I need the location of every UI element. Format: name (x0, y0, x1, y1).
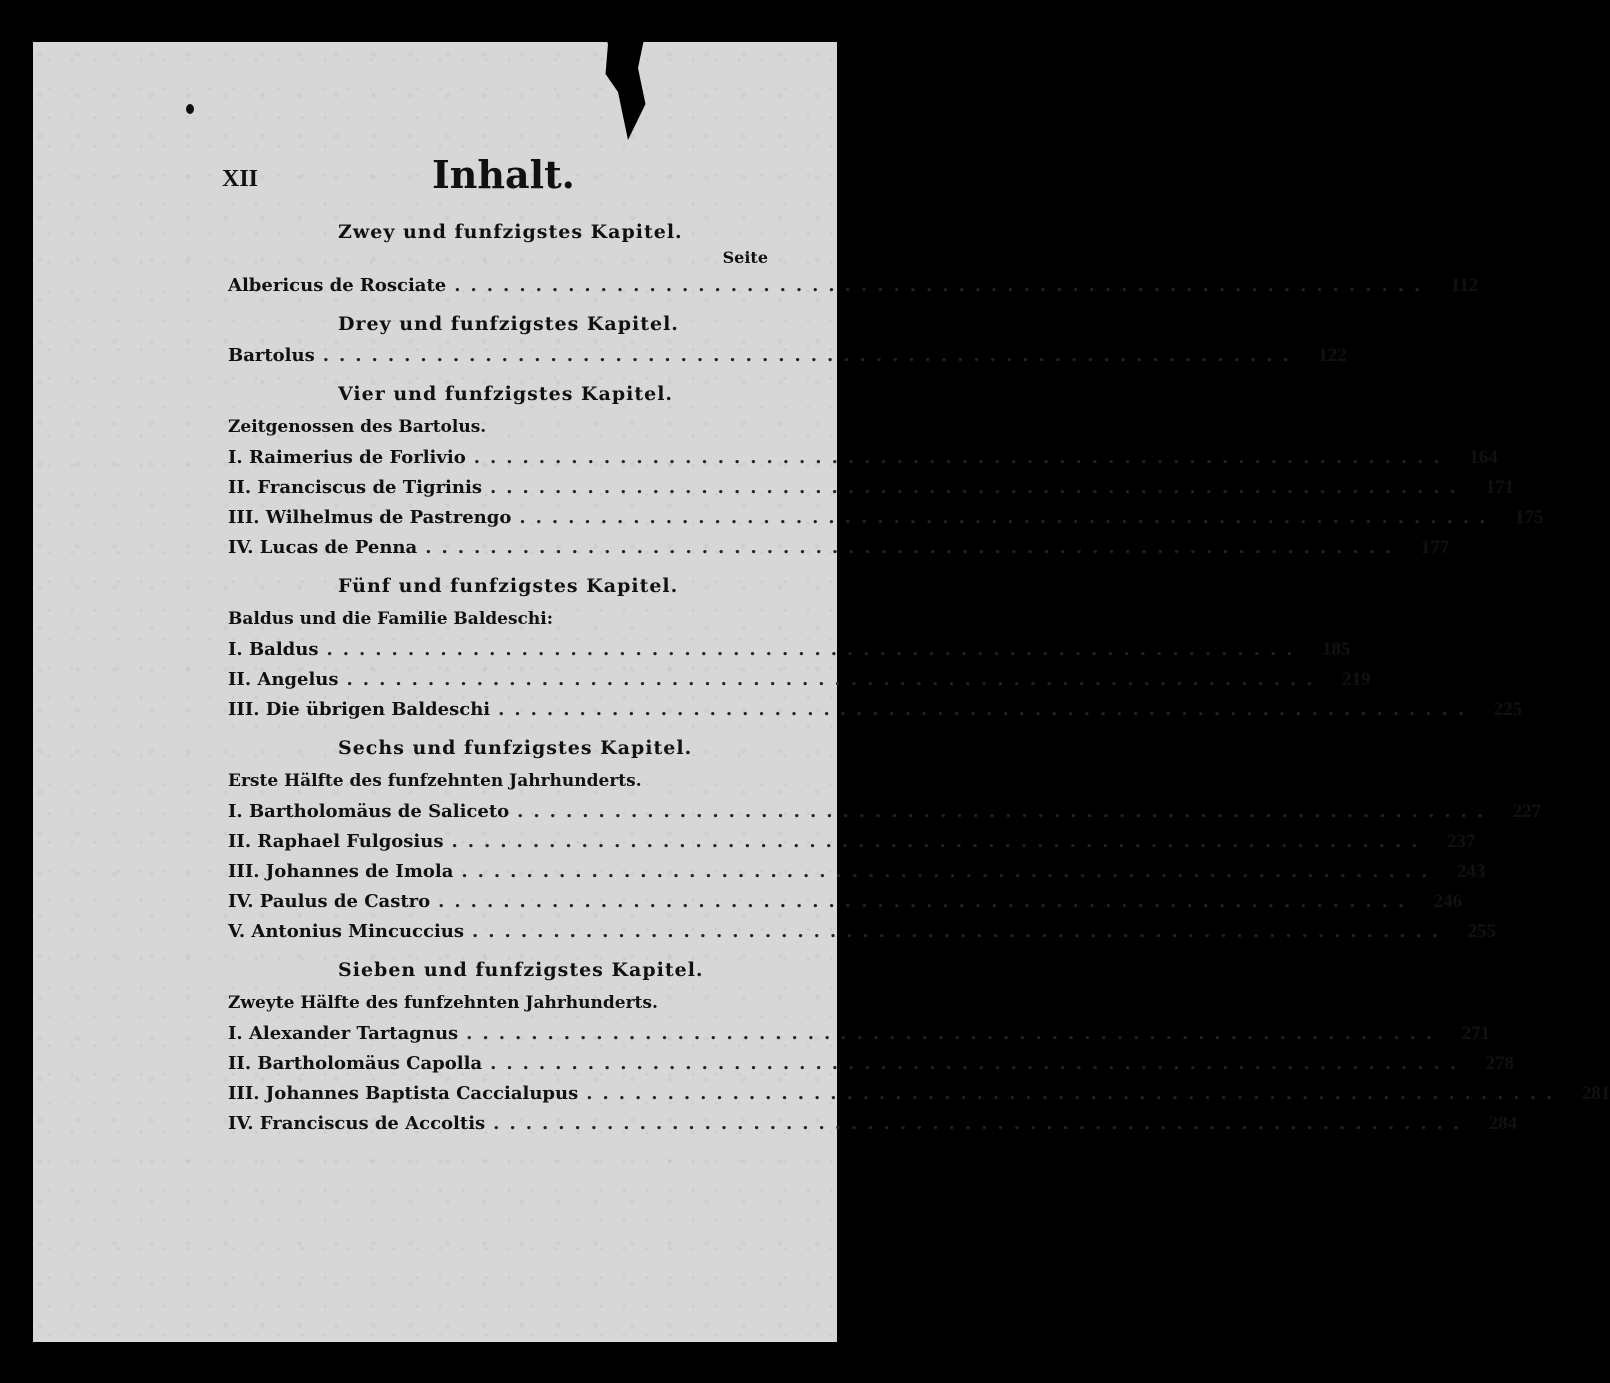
toc-entry (228, 443, 1498, 473)
chapter-heading: Drey und funfzigstes Kapitel. (338, 313, 679, 335)
dot-leader: ............................................................ (489, 477, 1466, 498)
toc-entry-page: 284 (1488, 1113, 1518, 1134)
toc-entry-page: 171 (1485, 477, 1514, 498)
table-of-contents (228, 215, 1610, 1145)
dot-leader: ............................................................ (517, 801, 1494, 822)
toc-entry-page: 281 (1581, 1083, 1610, 1104)
toc-entry-label: Albericus de Rosciate (228, 275, 447, 296)
toc-entry-label: III. Johannes de Imola (228, 861, 454, 882)
dot-leader: ............................................................ (322, 345, 1299, 366)
toc-entry-label: I. Raimerius de Forlivio (228, 447, 466, 468)
toc-entry-label: IV. Paulus de Castro (228, 891, 431, 912)
toc-entry (228, 1049, 1515, 1079)
toc-entry (228, 503, 1544, 533)
toc-entry (228, 1019, 1491, 1049)
dot-leader: ............................................................ (498, 699, 1475, 720)
dot-leader: ............................................................ (438, 891, 1415, 912)
dot-leader: ............................................................ (454, 275, 1431, 296)
chapter-heading: Zwey und funfzigstes Kapitel. (338, 221, 683, 243)
toc-entry-label: II. Raphael Fulgosius (228, 831, 444, 852)
toc-entry-page: 219 (1342, 669, 1371, 690)
dot-leader: ............................................................ (519, 507, 1496, 528)
dot-leader: ............................................................ (346, 669, 1323, 690)
toc-entry-page: 185 (1321, 639, 1351, 660)
section-group-heading: Erste Hälfte des funfzehnten Jahrhunderts. (228, 771, 642, 791)
chapter-heading: Vier und funfzigstes Kapitel. (338, 383, 674, 405)
toc-entry-label: I. Bartholomäus de Saliceto (228, 801, 510, 822)
toc-entry-label: IV. Lucas de Penna (228, 537, 418, 558)
toc-entry (228, 695, 1523, 725)
toc-entry (228, 827, 1476, 857)
ink-speck (186, 104, 194, 114)
toc-entry-page: 271 (1461, 1023, 1491, 1044)
toc-entry-label: III. Johannes Baptista Caccialupus (228, 1083, 579, 1104)
toc-entry (228, 473, 1514, 503)
toc-entry-label: III. Die übrigen Baldeschi (228, 699, 491, 720)
dot-leader: ............................................................ (326, 639, 1303, 660)
toc-entry (228, 1079, 1610, 1109)
toc-entry (228, 533, 1450, 563)
toc-entry-page: 112 (1450, 275, 1479, 296)
dot-leader: ............................................................ (490, 1053, 1467, 1074)
toc-entry-page: 255 (1467, 921, 1497, 942)
toc-entry (228, 917, 1497, 947)
dot-leader: ............................................................ (586, 1083, 1563, 1104)
toc-entry (228, 665, 1371, 695)
toc-entry-page: 278 (1485, 1053, 1515, 1074)
page-number: XII (222, 166, 259, 192)
section-gap (228, 1139, 768, 1145)
toc-entry (228, 635, 1351, 665)
toc-entry-page: 243 (1456, 861, 1486, 882)
section-group-heading: Zeitgenossen des Bartolus. (228, 417, 487, 437)
toc-entry (228, 341, 1347, 371)
section-group-heading: Zweyte Hälfte des funfzehnten Jahrhunderts. (228, 993, 658, 1013)
toc-entry-page: 227 (1512, 801, 1542, 822)
toc-entry-page: 177 (1420, 537, 1450, 558)
running-header (222, 152, 763, 202)
toc-entry-label: Bartolus (228, 345, 315, 366)
toc-entry-page: 122 (1318, 345, 1347, 366)
chapter-heading: Sieben und funfzigstes Kapitel. (338, 959, 704, 981)
toc-entry-label: III. Wilhelmus de Pastrengo (228, 507, 512, 528)
toc-entry-label: I. Alexander Tartagnus (228, 1023, 459, 1044)
section-group-heading: Baldus und die Familie Baldeschi: (228, 609, 553, 629)
toc-entry-label: II. Angelus (228, 669, 339, 690)
dot-leader: ............................................................ (425, 537, 1402, 558)
toc-entry (228, 1109, 1518, 1139)
dot-leader: ............................................................ (493, 1113, 1470, 1134)
page-column-label: Seite (722, 248, 768, 267)
toc-entry-page: 175 (1514, 507, 1544, 528)
toc-entry (228, 271, 1479, 301)
toc-entry-page: 225 (1493, 699, 1523, 720)
dot-leader: ............................................................ (451, 831, 1428, 852)
toc-entry-page: 246 (1433, 891, 1463, 912)
toc-entry-page: 164 (1469, 447, 1498, 468)
dot-leader: ............................................................ (466, 1023, 1443, 1044)
toc-entry-label: II. Franciscus de Tigrinis (228, 477, 482, 498)
dot-leader: ............................................................ (461, 861, 1438, 882)
toc-entry-label: I. Baldus (228, 639, 319, 660)
toc-entry-label: IV. Franciscus de Accoltis (228, 1113, 486, 1134)
dot-leader: ............................................................ (472, 921, 1449, 942)
toc-entry (228, 797, 1542, 827)
toc-entry (228, 857, 1486, 887)
chapter-heading: Sechs und funfzigstes Kapitel. (338, 737, 693, 759)
toc-entry-label: V. Antonius Mincuccius (228, 921, 465, 942)
toc-entry-page: 237 (1446, 831, 1476, 852)
page-title: Inhalt. (432, 152, 575, 197)
dot-leader: ............................................................ (473, 447, 1450, 468)
toc-entry-label: II. Bartholomäus Capolla (228, 1053, 483, 1074)
chapter-heading: Fünf und funfzigstes Kapitel. (338, 575, 679, 597)
toc-entry (228, 887, 1463, 917)
